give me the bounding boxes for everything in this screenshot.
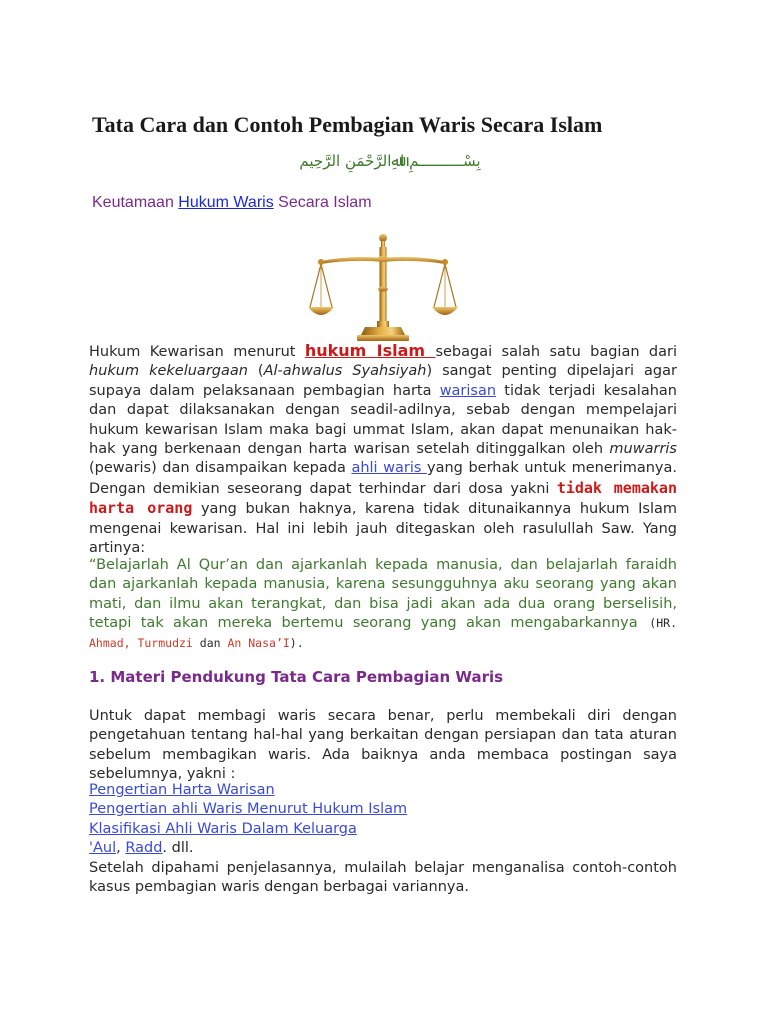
related-links (89, 781, 677, 859)
article-title: Tata Cara dan Contoh Pembagian Waris Secara Islam (92, 112, 603, 137)
section-heading-keutamaan (92, 194, 372, 212)
text-run: Hukum Kewarisan menurut (89, 344, 305, 360)
heading-suffix: Secara Islam (273, 194, 372, 211)
italic-term: Al-ahwalus Syahsiyah (263, 363, 427, 380)
link-ahli-waris[interactable]: ahli waris (351, 460, 428, 477)
text-run: sebagai salah satu bagian dari (435, 344, 677, 360)
paragraph-closing: Setelah dipahami penjelasannya, mulailah belajar menganalisa contoh-contoh kasus pembagian waris dengan berbagai variannya. (89, 860, 677, 896)
link-pengertian-ahli-waris[interactable]: Pengertian ahli Waris Menurut Hukum Islam (89, 801, 408, 818)
text-run: yang bukan haknya, karena tidak ditunaikannya hukum Islam mengenai kewarisan. Hal ini lebih jauh ditegaskan oleh rasulullah Saw. Yang artinya: (89, 501, 677, 557)
text-run: ( (247, 363, 264, 380)
list-item: 'Aul, Radd. dll. (89, 840, 194, 857)
narrator-names: Ahmad, Turmudzi (89, 635, 193, 650)
italic-term: hukum kekeluargaan (89, 363, 248, 380)
link-radd[interactable]: Radd (125, 840, 163, 857)
link-aul[interactable]: 'Aul (89, 840, 117, 857)
link-hukum-waris[interactable]: Hukum Waris (178, 194, 274, 211)
text-run: ) sangat penting dipelajari agar supaya dalam pelaksanaan pembagian harta (89, 363, 677, 399)
narrator-name: An Nasa’I (227, 635, 290, 650)
hadith-quote (89, 556, 677, 653)
paragraph-materi-intro: Untuk dapat membagi waris secara benar, perlu membekali diri dengan pengetahuan tentang hal-hal yang berkaitan dengan persiapan dan tata aturan sebelum membagikan waris. Ada baiknya anda membaca postingan saya sebelumnya, yakni : (89, 708, 677, 783)
hadith-citation: (HR. Ahmad, Turmudzi dan An Nasa’I). (89, 616, 677, 650)
text-run: (pewaris) dan disampaikan kepada (89, 460, 352, 477)
paragraph-hukum-kewarisan (89, 341, 677, 558)
scales-of-justice-icon (307, 231, 459, 343)
heading-prefix: Keutamaan (92, 194, 179, 211)
emphasis-text: tidak memakan harta orang (89, 478, 677, 518)
subheading-materi-pendukung: 1. Materi Pendukung Tata Cara Pembagian Waris (89, 668, 504, 686)
list-item (89, 781, 677, 800)
related-links-list (89, 781, 677, 859)
link-hukum-islam[interactable]: hukum Islam (304, 341, 436, 360)
text-run: tidak terjadi kesalahan dan dapat dilaksanakan dengan seadil-adilnya, sebab dengan mempelajari hukum kewarisan Islam maka bagi ummat Islam, akan dapat menunaikan hak-hak yang berkenaan dengan harta warisan setelah ditinggalkan oleh (89, 382, 677, 458)
italic-term: muwarris (609, 441, 677, 458)
list-item (89, 800, 677, 819)
scales-illustration (307, 231, 459, 343)
link-klasifikasi-ahli-waris[interactable]: Klasifikasi Ahli Waris Dalam Keluarga (89, 820, 357, 837)
link-pengertian-harta-warisan[interactable]: Pengertian Harta Warisan (89, 782, 275, 798)
list-item (89, 820, 677, 839)
quote-text: “Belajarlah Al Qur’an dan ajarkanlah kepada manusia, dan belajarlah faraidh dan ajarkanlah kepada manusia, karena sesungguhnya aku seorang yang akan mati, dan ilmu akan terangkat, dan bisa jadi akan ada dua orang berselisih, tetapi tak akan mereka bertemu seorang yang akan mengabarkannya (89, 557, 677, 632)
link-warisan[interactable]: warisan (439, 382, 497, 399)
text-run: yang berhak untuk menerimanya. Dengan demikian seseorang dapat terhindar dari dosa yakni (89, 460, 677, 497)
basmala-calligraphy: بِسْــــــــــمِ اﷲِالرَّحْمَنِ الرَّحِيم (299, 152, 481, 170)
